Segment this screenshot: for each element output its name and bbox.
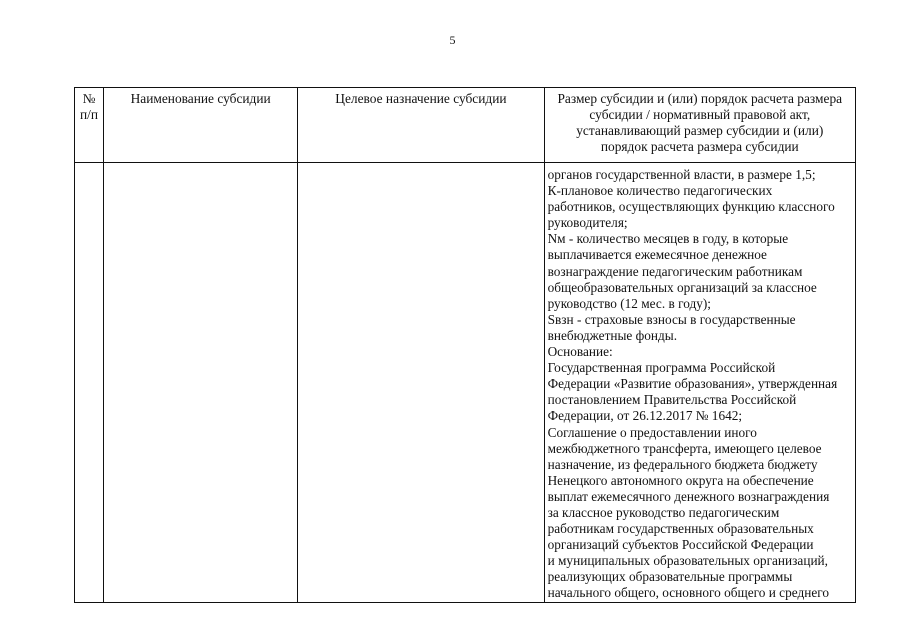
text-line: Федерации «Развитие образования», утвержденная bbox=[547, 376, 838, 392]
text-line: Государственная программа Российской bbox=[547, 360, 776, 376]
header-number-line: п/п bbox=[79, 107, 99, 122]
text-line: Ненецкого автономного округа на обеспечение bbox=[547, 472, 814, 488]
text-line: выплачивается ежемесячное денежное bbox=[547, 247, 767, 263]
text-line: руководителя; bbox=[547, 215, 628, 231]
text-line: органов государственной власти, в размере 1,5; bbox=[547, 167, 816, 182]
cell-subsidy-size bbox=[544, 163, 855, 603]
text-line: начального общего, основного общего и среднего bbox=[547, 585, 830, 601]
header-purpose bbox=[298, 88, 544, 163]
header-number-line: № bbox=[82, 91, 96, 106]
text-line: за классное руководство педагогическим bbox=[547, 504, 780, 520]
text-line: общеобразовательных организаций за классное bbox=[547, 279, 817, 295]
header-subsidy-name-text: Наименование субсидии bbox=[130, 91, 271, 106]
table-header-row bbox=[75, 88, 856, 163]
text-line: назначение, из федерального бюджета бюджету bbox=[547, 456, 818, 472]
text-line: Nм - количество месяцев в году, в которые bbox=[547, 231, 789, 247]
text-line: постановлением Правительства Российской bbox=[547, 392, 797, 408]
cell-number bbox=[75, 163, 104, 603]
text-line: Соглашение о предоставлении иного bbox=[547, 424, 757, 440]
text-line: организаций субъектов Российской Федерации bbox=[547, 537, 814, 553]
text-line: вознаграждение педагогическим работникам bbox=[547, 263, 803, 279]
text-line: и муниципальных образовательных организаций, bbox=[547, 553, 828, 569]
header-subsidy-name bbox=[104, 88, 298, 163]
text-line: выплат ежемесячного денежного вознаграждения bbox=[547, 488, 830, 504]
text-line: Sвзн - страховые взносы в государственные bbox=[547, 311, 796, 327]
header-size-line: порядок расчета размера субсидии bbox=[600, 139, 799, 154]
page-number: 5 bbox=[449, 33, 456, 47]
subsidy-table bbox=[74, 87, 856, 603]
header-number bbox=[75, 88, 104, 163]
text-line: Основание: bbox=[547, 344, 613, 360]
text-line: реализующих образовательные программы bbox=[547, 569, 793, 585]
cell-purpose bbox=[298, 163, 544, 603]
text-line: К-плановое количество педагогических bbox=[547, 183, 773, 199]
header-size-line: Размер субсидии и (или) порядок расчета размера bbox=[557, 91, 843, 106]
cell-subsidy-name bbox=[104, 163, 298, 603]
header-size-line: субсидии / нормативный правовой акт, bbox=[589, 107, 811, 122]
table-row bbox=[75, 163, 856, 603]
text-line: работникам государственных образовательных bbox=[547, 521, 814, 537]
text-line: руководство (12 мес. в году); bbox=[547, 295, 711, 311]
text-line: работников, осуществляющих функцию классного bbox=[547, 199, 835, 215]
header-purpose-text: Целевое назначение субсидии bbox=[335, 91, 507, 106]
text-line: Федерации, от 26.12.2017 № 1642; bbox=[547, 408, 743, 424]
text-line: внебюджетные фонды. bbox=[547, 327, 678, 343]
text-line: межбюджетного трансферта, имеющего целевое bbox=[547, 440, 822, 456]
header-subsidy-size bbox=[544, 88, 855, 163]
subsidy-size-text bbox=[545, 163, 855, 602]
header-size-line: устанавливающий размер субсидии и (или) bbox=[576, 123, 824, 138]
